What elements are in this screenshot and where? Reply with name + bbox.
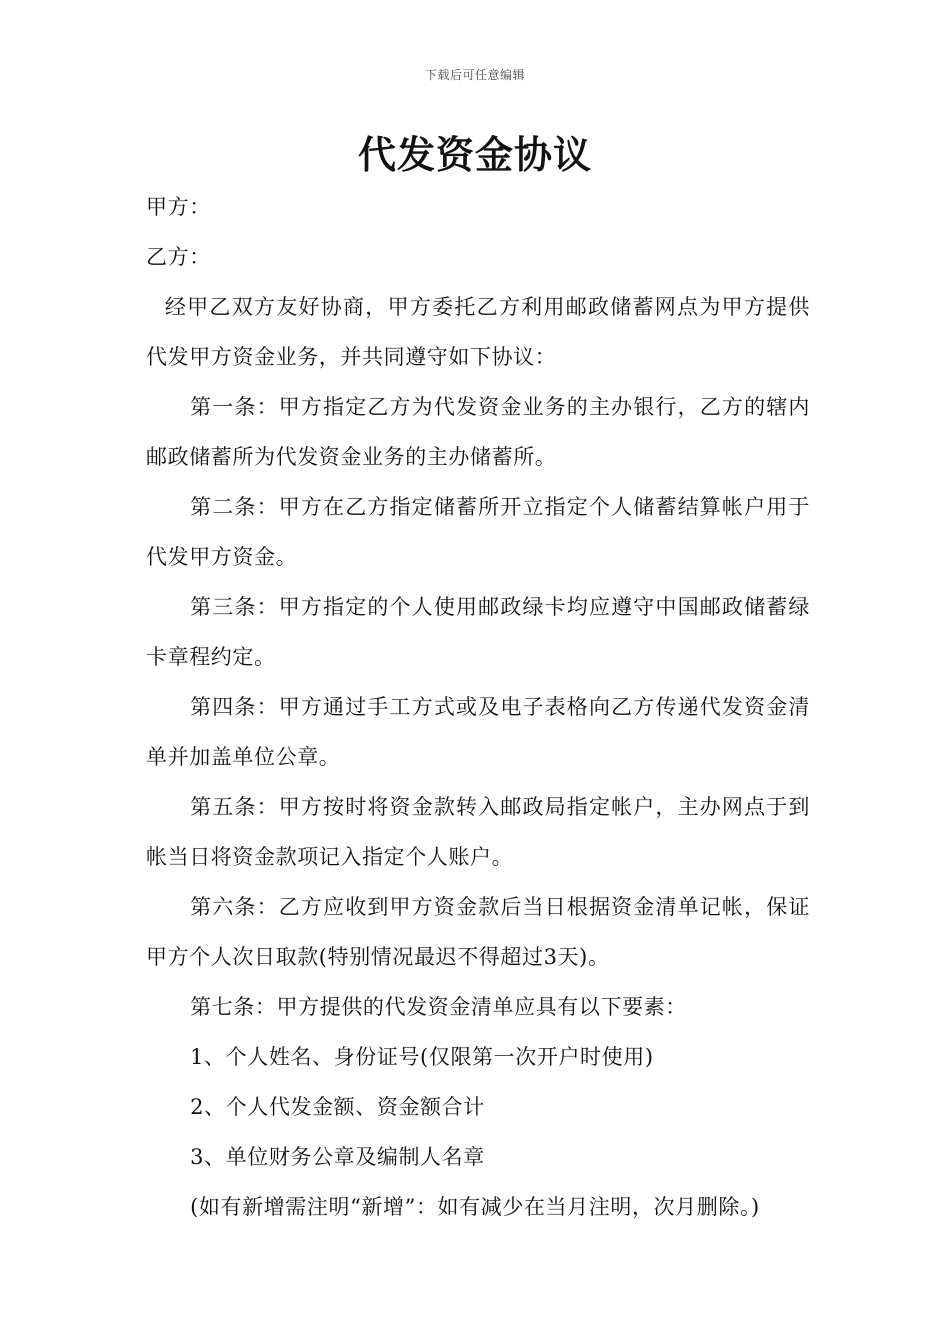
article-1: 第一条：甲方指定乙方为代发资金业务的主办银行，乙方的辖内邮政储蓄所为代发资金业务的主办储蓄所。 xyxy=(146,395,810,469)
requirement-item: 2、个人代发金额、资金额合计 xyxy=(190,1095,485,1119)
requirement-note: (如有新增需注明“新增”：如有减少在当月注明，次月删除。) xyxy=(190,1195,760,1219)
document-title: 代发资金协议 xyxy=(357,132,592,177)
article-3: 第三条：甲方指定的个人使用邮政绿卡均应遵守中国邮政储蓄绿卡章程约定。 xyxy=(146,595,810,669)
party-a-line: 甲方： xyxy=(146,195,211,219)
intro-paragraph: 经甲乙双方友好协商，甲方委托乙方利用邮政储蓄网点为甲方提供代发甲方资金业务，并共同遵守如下协议： xyxy=(146,295,810,369)
article-4: 第四条：甲方通过手工方式或及电子表格向乙方传递代发资金清单并加盖单位公章。 xyxy=(146,695,810,769)
party-b-line: 乙方： xyxy=(146,245,211,269)
requirement-item: 1、个人姓名、身份证号(仅限第一次开户时使用) xyxy=(190,1045,654,1069)
requirement-item: 3、单位财务公章及编制人名章 xyxy=(190,1145,485,1169)
article-6: 第六条：乙方应收到甲方资金款后当日根据资金清单记帐，保证甲方个人次日取款(特别情况最迟不得超过3天)。 xyxy=(146,895,810,969)
article-7: 第七条：甲方提供的代发资金清单应具有以下要素： xyxy=(190,995,687,1019)
header-note: 下载后可任意编辑 xyxy=(424,68,525,82)
document-body xyxy=(146,182,810,1232)
article-2: 第二条：甲方在乙方指定储蓄所开立指定个人储蓄结算帐户用于代发甲方资金。 xyxy=(146,495,810,569)
article-5: 第五条：甲方按时将资金款转入邮政局指定帐户，主办网点于到帐当日将资金款项记入指定个人账户。 xyxy=(146,795,810,869)
